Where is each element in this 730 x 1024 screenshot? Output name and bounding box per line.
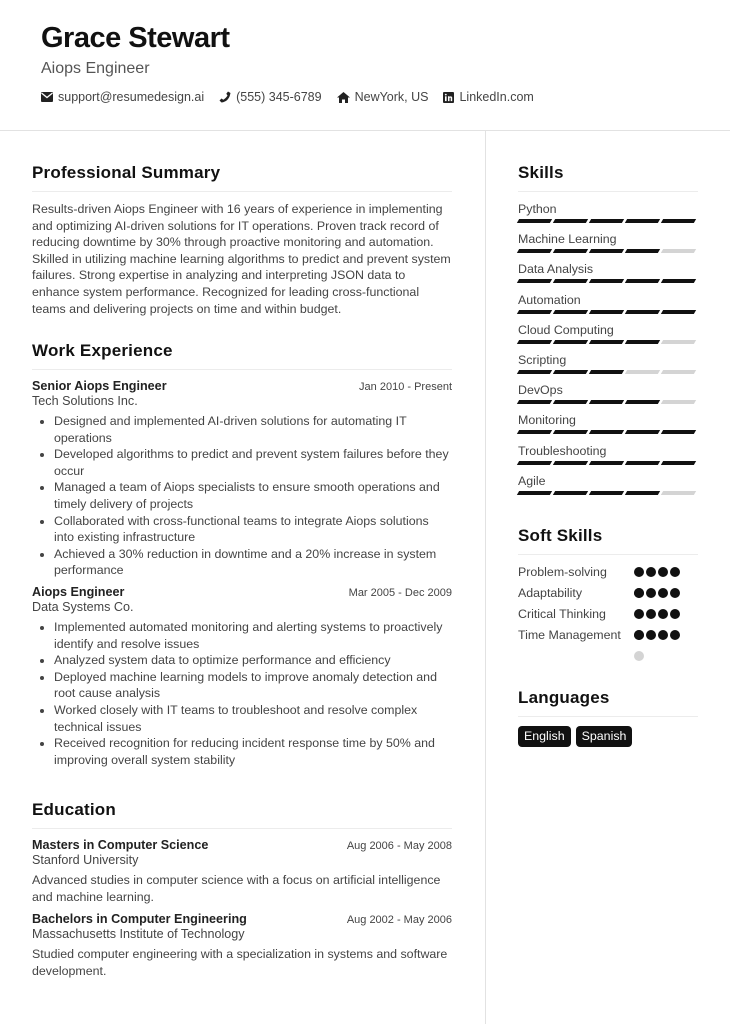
skill-level-segment <box>517 249 552 253</box>
skill-level-segment <box>589 400 624 404</box>
skill-level-segment <box>517 310 552 314</box>
skills-section <box>518 163 698 503</box>
job-bullet: • Collaborated with cross-functional teams to integrate Aiops solutions into existing infrastructure <box>54 513 452 546</box>
soft-skills-section <box>518 526 698 648</box>
degree: Masters in Computer Science <box>32 838 209 852</box>
phone-icon <box>219 91 231 103</box>
soft-skill-rating <box>634 627 686 643</box>
contact-phone-text: (555) 345-6789 <box>236 90 322 104</box>
skill-level-segment <box>553 219 588 223</box>
skill-level-segment <box>625 249 660 253</box>
job-bullets <box>32 619 452 768</box>
skill-item <box>518 473 698 503</box>
job-title: Aiops Engineer <box>32 584 125 599</box>
language-tags <box>518 726 698 747</box>
skill-level-segment <box>589 430 624 434</box>
skill-item <box>518 201 698 231</box>
language-tag: Spanish <box>576 726 633 747</box>
education-description: Studied computer engineering with a specialization in systems and software development. <box>32 947 448 978</box>
education-date: Aug 2002 - May 2006 <box>346 914 452 927</box>
work-section <box>32 341 452 774</box>
education-date: Aug 2006 - May 2008 <box>346 840 452 852</box>
rating-dot <box>634 651 644 661</box>
home-icon <box>337 92 350 103</box>
skill-name: DevOps <box>518 383 563 398</box>
column-divider <box>485 131 486 1024</box>
soft-skill-name: Problem-solving <box>518 565 607 579</box>
skills-list <box>518 201 698 503</box>
skill-level-segment <box>625 400 660 404</box>
skills-title: Skills <box>518 163 698 192</box>
soft-skill-rating <box>634 606 686 622</box>
school: Stanford University <box>32 853 139 867</box>
skill-level-segment <box>660 310 695 314</box>
skill-item <box>518 261 698 291</box>
job-bullets <box>32 413 452 579</box>
skill-level-segment <box>517 461 552 465</box>
rating-dot <box>670 567 680 577</box>
skill-level-segment <box>553 430 588 434</box>
soft-skill-rating <box>634 564 686 580</box>
skill-name: Cloud Computing <box>518 322 614 337</box>
job-bullet: • Achieved a 30% reduction in downtime and a 20% increase in system performance <box>54 546 452 579</box>
skill-level-bar <box>518 461 698 465</box>
skill-level-bar <box>518 279 698 283</box>
skill-level-bar <box>518 430 698 434</box>
skill-level-segment <box>589 461 624 465</box>
job-bullet: • Worked closely with IT teams to troubleshoot and resolve complex technical issues <box>54 702 452 735</box>
rating-dot <box>634 609 644 619</box>
job-date: Jan 2010 - Present <box>359 381 452 393</box>
skill-level-segment <box>517 219 552 223</box>
contact-email[interactable] <box>41 90 204 104</box>
skill-item <box>518 231 698 261</box>
soft-skill-item <box>518 627 698 648</box>
school: Massachusetts Institute of Technology <box>32 927 245 942</box>
job-bullet: • Implemented automated monitoring and alerting systems to proactively identify and resolve issues <box>54 619 452 652</box>
skill-level-bar <box>518 310 698 314</box>
summary-section <box>32 163 452 317</box>
rating-dot <box>658 567 668 577</box>
skill-level-bar <box>518 491 698 495</box>
skill-item <box>518 443 698 473</box>
skill-level-segment <box>589 219 624 223</box>
skill-level-segment <box>589 310 624 314</box>
rating-dot <box>670 609 680 619</box>
rating-dot <box>670 588 680 598</box>
skill-level-segment <box>660 279 695 283</box>
skill-level-segment <box>553 461 588 465</box>
job-title: Senior Aiops Engineer <box>32 379 167 393</box>
skill-level-segment <box>553 279 588 283</box>
skill-level-segment <box>517 340 552 344</box>
contact-row <box>41 90 549 104</box>
candidate-name: Grace Stewart <box>41 22 230 54</box>
skill-item <box>518 412 698 442</box>
skill-level-segment <box>517 400 552 404</box>
skill-level-segment <box>625 491 660 495</box>
education-description: Advanced studies in computer science with a focus on artificial intelligence and machine learning. <box>32 873 441 904</box>
skill-level-segment <box>660 400 695 404</box>
languages-title: Languages <box>518 688 698 717</box>
job-bullet: • Designed and implemented AI-driven solutions for automating IT operations <box>54 413 452 446</box>
skill-level-segment <box>660 491 695 495</box>
skill-name: Scripting <box>518 352 567 367</box>
skill-name: Data Analysis <box>518 262 594 277</box>
soft-skill-name: Time Management <box>518 628 621 642</box>
skill-level-segment <box>553 400 588 404</box>
job-date: Mar 2005 - Dec 2009 <box>348 586 452 599</box>
skill-level-bar <box>518 340 698 344</box>
rating-dot <box>670 630 680 640</box>
skill-level-segment <box>553 340 588 344</box>
skill-item <box>518 292 698 322</box>
skill-level-segment <box>660 249 695 253</box>
candidate-role: Aiops Engineer <box>41 60 150 77</box>
skill-level-segment <box>625 279 660 283</box>
envelope-icon <box>41 92 53 102</box>
contact-email-text: support@resumedesign.ai <box>58 90 205 104</box>
skill-level-bar <box>518 219 698 223</box>
soft-skill-name: Critical Thinking <box>518 607 606 621</box>
job-company: Tech Solutions Inc. <box>32 394 138 408</box>
skill-name: Troubleshooting <box>518 443 607 458</box>
soft-skill-name: Adaptability <box>518 586 583 600</box>
skill-level-segment <box>625 370 660 374</box>
skill-level-segment <box>625 461 660 465</box>
skill-name: Automation <box>518 292 581 307</box>
soft-skill-item <box>518 585 698 606</box>
skill-level-segment <box>589 491 624 495</box>
rating-dot <box>646 567 656 577</box>
education-section <box>32 800 452 986</box>
languages-section <box>518 688 698 747</box>
skill-level-segment <box>589 340 624 344</box>
job-bullet: • Received recognition for reducing incident response time by 50% and improving overall system stability <box>54 735 452 768</box>
job-entry <box>32 379 452 579</box>
soft-skill-item <box>518 606 698 627</box>
job-company: Data Systems Co. <box>32 599 134 614</box>
job-entry <box>32 585 452 768</box>
skill-level-segment <box>553 310 588 314</box>
skill-item <box>518 352 698 382</box>
skill-level-segment <box>517 370 552 374</box>
rating-dot <box>646 609 656 619</box>
rating-dot <box>634 567 644 577</box>
rating-dot <box>658 609 668 619</box>
education-entry <box>32 838 452 905</box>
skill-level-bar <box>518 370 698 374</box>
language-tag: English <box>518 726 571 747</box>
skill-level-segment <box>625 340 660 344</box>
resume-header <box>0 0 730 131</box>
rating-dot <box>646 588 656 598</box>
skill-level-segment <box>553 370 588 374</box>
skill-level-segment <box>660 430 695 434</box>
skill-name: Agile <box>518 473 546 488</box>
skill-level-segment <box>553 249 588 253</box>
contact-linkedin[interactable] <box>443 90 533 104</box>
soft-skills-title: Soft Skills <box>518 526 698 555</box>
skill-level-segment <box>660 461 695 465</box>
skill-name: Machine Learning <box>518 232 617 247</box>
skill-item <box>518 322 698 352</box>
skill-level-segment <box>589 249 624 253</box>
skill-level-segment <box>517 279 552 283</box>
skill-level-segment <box>660 219 695 223</box>
skill-level-segment <box>553 491 588 495</box>
job-bullet: • Developed algorithms to predict and prevent system failures before they occur <box>54 446 452 479</box>
skill-level-bar <box>518 400 698 404</box>
rating-dot <box>658 630 668 640</box>
skill-item <box>518 382 698 412</box>
soft-skill-item <box>518 564 698 585</box>
skill-level-segment <box>589 370 624 374</box>
skill-level-segment <box>517 430 552 434</box>
linkedin-icon <box>443 92 454 103</box>
rating-dot <box>646 630 656 640</box>
skill-level-segment <box>660 370 695 374</box>
skill-level-segment <box>589 279 624 283</box>
skill-level-segment <box>625 310 660 314</box>
summary-title: Professional Summary <box>32 163 452 192</box>
degree: Bachelors in Computer Engineering <box>32 912 247 927</box>
contact-location-text: NewYork, US <box>354 90 429 104</box>
contact-phone[interactable] <box>219 90 321 104</box>
skill-level-bar <box>518 249 698 253</box>
summary-text: Results-driven Aiops Engineer with 16 years of experience in implementing and optimizing AI-driven solutions for IT operations. Proven track record of reducing downtime by 30% through proactive monitoring and automation. Skilled in utilizing machine learning algorithms to predict and prevent system failures. Strong expertise in analyzing and interpreting JSON data to enhance system performance. Recognized for leading cross-functional teams and delivering projects on time and within budget. <box>32 202 451 316</box>
rating-dot <box>634 588 644 598</box>
work-title: Work Experience <box>32 341 452 370</box>
rating-dot <box>658 588 668 598</box>
skill-name: Python <box>518 202 557 216</box>
education-title: Education <box>32 800 452 829</box>
skill-level-segment <box>517 491 552 495</box>
skill-level-segment <box>625 219 660 223</box>
job-bullet: • Analyzed system data to optimize performance and efficiency <box>54 652 452 669</box>
contact-location <box>337 90 429 104</box>
contact-linkedin-text: LinkedIn.com <box>459 90 534 104</box>
job-bullet: • Managed a team of Aiops specialists to ensure smooth operations and timely delivery of projects <box>54 479 452 512</box>
soft-skill-rating <box>634 585 686 601</box>
skill-level-segment <box>625 430 660 434</box>
job-bullet: • Deployed machine learning models to improve anomaly detection and root cause analysis <box>54 669 452 702</box>
education-entry <box>32 912 452 979</box>
soft-skills-list <box>518 564 698 648</box>
skill-level-segment <box>660 340 695 344</box>
skill-name: Monitoring <box>518 413 576 428</box>
rating-dot <box>634 630 644 640</box>
